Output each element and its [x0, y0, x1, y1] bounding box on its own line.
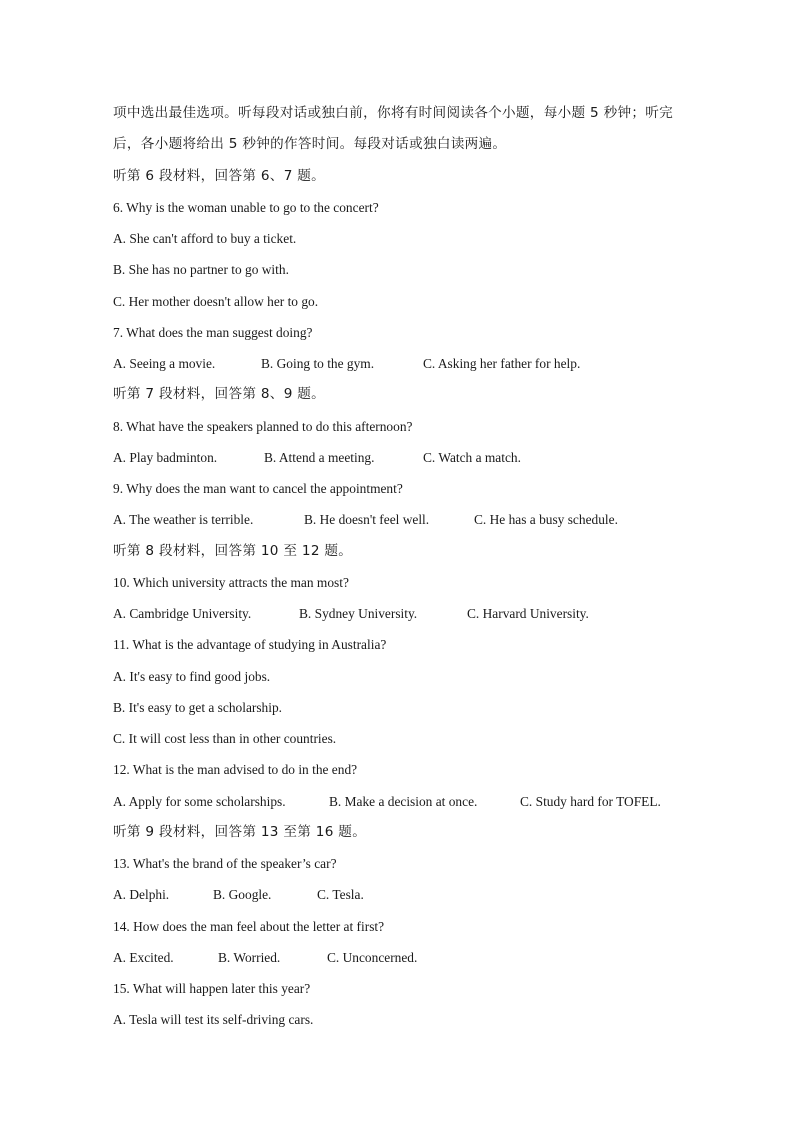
question-6-option-c: C. Her mother doesn't allow her to go. — [113, 293, 319, 309]
section-header-7: 听第 7 段材料，回答第 8、9 题。 — [113, 386, 326, 403]
question-7-option-b: B. Going to the gym. — [261, 356, 375, 371]
question-13-options — [113, 879, 693, 910]
question-13-stem: 13. What's the brand of the speaker’s car? — [113, 856, 337, 871]
question-10-stem: 10. Which university attracts the man most? — [113, 574, 349, 590]
section-header-8: 听第 8 段材料，回答第 10 至 12 题。 — [113, 542, 353, 559]
question-12-stem: 12. What is the man advised to do in the end? — [113, 762, 358, 778]
question-7-options — [113, 348, 693, 379]
question-9-options — [113, 504, 693, 535]
question-11-option-c: C. It will cost less than in other countries. — [113, 731, 337, 746]
section-header-6: 听第 6 段材料，回答第 6、7 题。 — [113, 167, 326, 184]
question-9-option-c: C. He has a busy schedule. — [474, 512, 618, 528]
question-11-option-a: A. It's easy to find good jobs. — [113, 668, 271, 684]
question-15-stem: 15. What will happen later this year? — [113, 981, 311, 996]
instructions-line-1: 项中选出最佳选项。听每段对话或独白前，你将有时间阅读各个小题，每小题 5 秒钟；听完 — [113, 105, 674, 121]
question-8-option-a: A. Play badminton. — [113, 449, 218, 465]
question-6-option-a: A. She can't afford to buy a ticket. — [113, 231, 297, 246]
exam-page — [113, 98, 693, 1036]
question-13-option-c: C. Tesla. — [317, 887, 364, 903]
question-8-stem: 8. What have the speakers planned to do this afternoon? — [113, 418, 413, 434]
question-11-stem: 11. What is the advantage of studying in Australia? — [113, 637, 387, 653]
section-header-9: 听第 9 段材料，回答第 13 至第 16 题。 — [113, 823, 367, 840]
question-14-stem: 14. How does the man feel about the letter at first? — [113, 918, 385, 934]
question-15-option-a: A. Tesla will test its self-driving cars. — [113, 1012, 314, 1028]
instructions-line-2: 后，各小题将给出 5 秒钟的作答时间。每段对话或独白读两遍。 — [113, 136, 507, 153]
question-13-option-a: A. Delphi. — [113, 887, 170, 903]
question-10-option-c: C. Harvard University. — [467, 606, 589, 621]
question-12-option-a: A. Apply for some scholarships. — [113, 793, 286, 809]
question-8-option-c: C. Watch a match. — [423, 449, 521, 465]
question-14-option-a: A. Excited. — [113, 949, 174, 965]
question-9-option-a: A. The weather is terrible. — [113, 512, 254, 528]
question-10-options — [113, 598, 693, 629]
question-10-option-b: B. Sydney University. — [299, 606, 418, 621]
question-6-stem: 6. Why is the woman unable to go to the concert? — [113, 199, 379, 215]
question-8-option-b: B. Attend a meeting. — [264, 449, 375, 465]
question-7-option-c: C. Asking her father for help. — [423, 356, 581, 371]
question-12-option-b: B. Make a decision at once. — [329, 793, 478, 809]
question-11-option-b: B. It's easy to get a scholarship. — [113, 699, 283, 715]
question-12-option-c: C. Study hard for TOFEL. — [520, 793, 661, 809]
question-8-options — [113, 442, 693, 473]
question-9-stem: 9. Why does the man want to cancel the appointment? — [113, 481, 403, 496]
question-12-options — [113, 786, 693, 817]
question-6-option-b: B. She has no partner to go with. — [113, 262, 289, 278]
question-9-option-b: B. He doesn't feel well. — [304, 512, 430, 528]
question-7-stem: 7. What does the man suggest doing? — [113, 324, 313, 340]
question-7-option-a: A. Seeing a movie. — [113, 356, 216, 371]
question-14-option-c: C. Unconcerned. — [327, 949, 418, 965]
question-14-option-b: B. Worried. — [218, 949, 281, 965]
question-13-option-b: B. Google. — [213, 887, 272, 903]
question-10-option-a: A. Cambridge University. — [113, 606, 252, 621]
question-14-options — [113, 942, 693, 973]
